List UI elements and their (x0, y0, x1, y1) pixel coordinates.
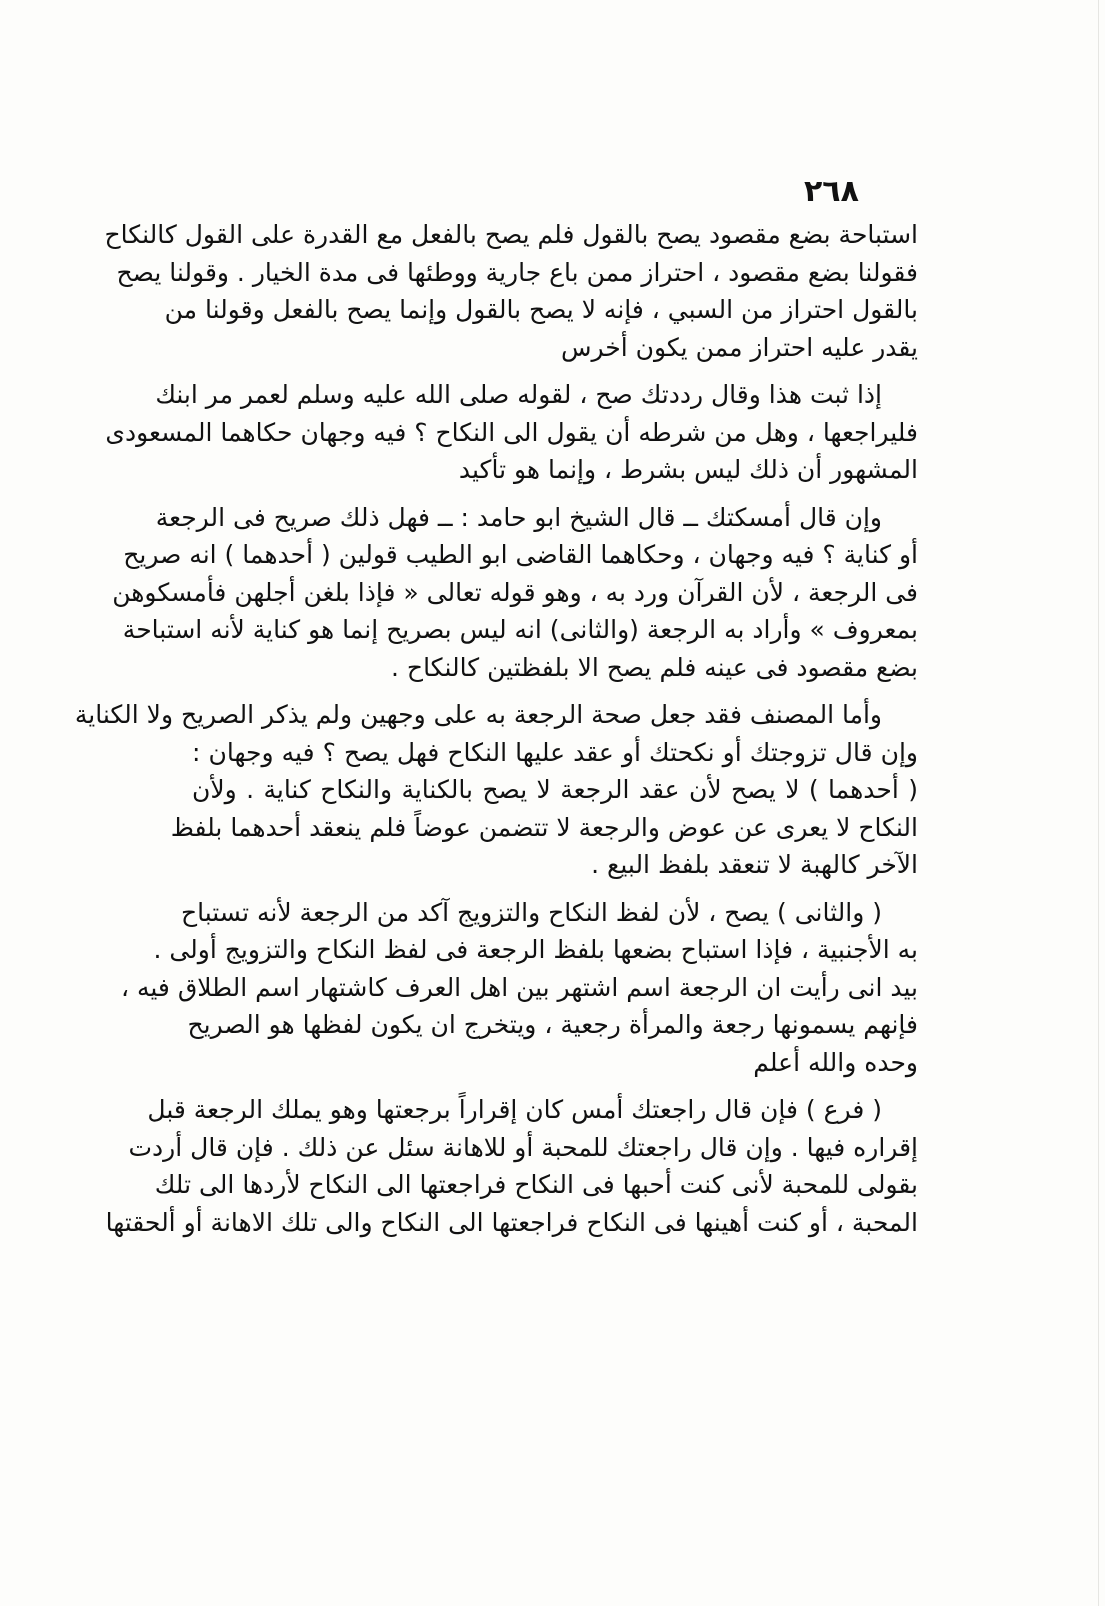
text-line: بقولى للمحبة لأنى كنت أحبها فى النكاح فراجعتها الى النكاح لأردها الى تلك (154, 1170, 918, 1199)
text-line: فليراجعها ، وهل من شرطه أن يقول الى النكاح ؟ فيه وجهان حكاهما المسعودى (105, 417, 918, 447)
text-line: بمعروف » وأراد به الرجعة (والثانى) انه ليس بصريح إنما هو كناية لأنه استباحة (122, 615, 918, 644)
text-line: فإنهم يسمونها رجعة والمرأة رجعية ، ويتخرج ان يكون لفظها هو الصريح (187, 1010, 918, 1039)
text-line: ( أحدهما ) لا يصح لأن عقد الرجعة لا يصح بالكناية والنكاح كناية . ولأن (192, 775, 918, 804)
text-line: المشهور أن ذلك ليس بشرط ، وإنما هو تأكيد (458, 455, 918, 484)
paragraph-2 (105, 376, 918, 489)
text-line: المحبة ، أو كنت أهينها فى النكاح فراجعتها الى النكاح والى تلك الاهانة أو ألحقتها (105, 1207, 918, 1237)
text-line: أو كناية ؟ فيه وجهان ، وحكاهما القاضى ابو الطيب قولين ( أحدهما ) انه صريح (123, 540, 918, 569)
paragraph-6 (105, 1091, 918, 1241)
text-line: به الأجنبية ، فإذا استباح بضعها بلفظ الرجعة فى لفظ النكاح والتزويج أولى . (153, 935, 918, 964)
text-line: بيد انى رأيت ان الرجعة اسم اشتهر بين اهل العرف كاشتهار اسم الطلاق فيه ، (120, 972, 918, 1002)
text-line: فقولنا بضع مقصود ، احتراز ممن باع جارية ووطئها فى مدة الخيار . وقولنا يصح (116, 257, 918, 287)
text-line: وإن قال تزوجتك أو نكحتك أو عقد عليها النكاح فهل يصح ؟ فيه وجهان : (192, 737, 918, 767)
page-number: ٢٦٨ (804, 174, 859, 209)
text-line: إقراره فيها . وإن قال راجعتك للمحبة أو للاهانة سئل عن ذلك . فإن قال أردت (128, 1132, 918, 1162)
page-crease (1098, 0, 1099, 1606)
text-line: وأما المصنف فقد جعل صحة الرجعة به على وجهين ولم يذكر الصريح ولا الكناية (74, 700, 882, 729)
text-line: بالقول احتراز من السبي ، فإنه لا يصح بالقول وإنما يصح بالفعل وقولنا من (164, 295, 918, 324)
text-line: فى الرجعة ، لأن القرآن ورد به ، وهو قوله تعالى « فإذا بلغن أجلهن فأمسكوهن (112, 577, 918, 607)
text-line: بضع مقصود فى عينه فلم يصح الا بلفظتين كالنكاح . (391, 652, 918, 682)
text-line: يقدر عليه احتراز ممن يكون أخرس (560, 332, 918, 362)
body-text (74, 216, 918, 1251)
text-line: النكاح لا يعرى عن عوض والرجعة لا تتضمن عوضاً فلم ينعقد أحدهما بلفظ (170, 812, 918, 842)
text-line: استباحة بضع مقصود يصح بالقول فلم يصح بالفعل مع القدرة على القول كالنكاح (104, 220, 918, 249)
text-line: وحده والله أعلم (753, 1047, 918, 1077)
text-line: ( والثانى ) يصح ، لأن لفظ النكاح والتزويج آكد من الرجعة لأنه تستباح (180, 897, 882, 927)
paragraph-5 (120, 894, 918, 1082)
paragraph-4 (74, 696, 918, 884)
text-line: وإن قال أمسكتك ــ قال الشيخ ابو حامد : ــ فهل ذلك صريح فى الرجعة (155, 502, 882, 532)
paragraph-3 (112, 499, 918, 687)
text-line: ( فرع ) فإن قال راجعتك أمس كان إقراراً برجعتها وهو يملك الرجعة قبل (147, 1095, 882, 1124)
paragraph-1 (104, 216, 918, 366)
text-line: الآخر كالهبة لا تنعقد بلفظ البيع . (591, 850, 918, 879)
text-line: إذا ثبت هذا وقال رددتك صح ، لقوله صلى الله عليه وسلم لعمر مر ابنك (155, 380, 882, 409)
